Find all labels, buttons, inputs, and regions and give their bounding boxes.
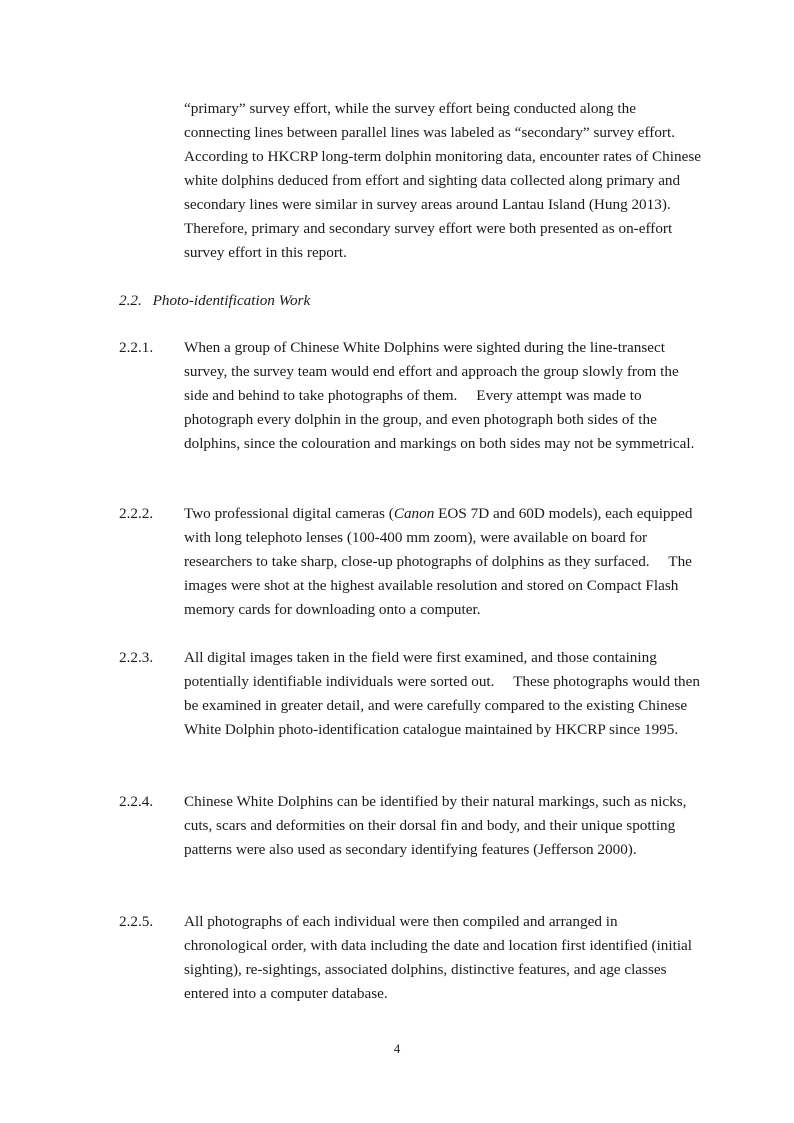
paragraph-number: 2.2.1. — [119, 339, 154, 356]
paragraph-2-2-1 — [119, 336, 709, 456]
section-heading — [119, 289, 310, 313]
page-number: 4 — [393, 1041, 401, 1056]
paragraph-number: 2.2.4. — [119, 793, 154, 810]
paragraph-text-after: EOS 7D and 60D models), each equipped with long telephoto lenses (100-400 mm zoom), were available on board for researchers to take sharp, close-up photographs of dolphins as they surfaced. The images were shot at the highest available resolution and stored on Compact Flash memory cards for downloading onto a computer. — [184, 505, 693, 618]
paragraph-number: 2.2.3. — [119, 649, 154, 666]
section-title: Photo-identification Work — [152, 292, 311, 309]
paragraph-text — [184, 502, 704, 622]
paragraph-number: 2.2.5. — [119, 913, 154, 930]
section-number: 2.2. — [119, 292, 142, 309]
paragraph-text: When a group of Chinese White Dolphins were sighted during the line-transect survey, the survey team would end effort and approach the group slowly from the side and behind to take photographs of them. Every attempt was made to photograph every dolphin in the group, and even photograph both sides of the dolphins, since the colouration and markings on both sides may not be symmetrical. — [184, 339, 695, 452]
paragraph-text: All digital images taken in the field were first examined, and those containing potentially identifiable individuals were sorted out. These photographs would then be examined in greater detail, and were carefully compared to the existing Chinese White Dolphin photo-identification catalogue maintained by HKCRP since 1995. — [184, 649, 700, 738]
paragraph-text: All photographs of each individual were then compiled and arranged in chronological order, with data including the date and location first identified (initial sighting), re-sightings, associated dolphins, distinctive features, and age classes entered into a computer database. — [184, 913, 693, 1002]
paragraph-text-italic: Canon — [393, 505, 435, 522]
paragraph-text: Chinese White Dolphins can be identified by their natural markings, such as nicks, cuts, scars and deformities on their dorsal fin and body, and their unique spotting patterns were also used as secondary identifying features (Jefferson 2000). — [184, 793, 687, 858]
paragraph-2-2-5 — [119, 910, 709, 1006]
paragraph-2-2-2 — [119, 502, 709, 622]
paragraph-2-2-4 — [119, 790, 709, 862]
paragraph-text-before: Two professional digital cameras ( — [184, 505, 394, 522]
intro-paragraph: “primary” survey effort, while the survey effort being conducted along the connecting lines between parallel lines was labeled as “secondary” survey effort. According to HKCRP long-term dolphin monitoring data, encounter rates of Chinese white dolphins deduced from effort and sighting data collected along primary and secondary lines were similar in survey areas around Lantau Island (Hung 2013). Therefore, primary and secondary survey effort were both presented as on-effort survey effort in this report. — [184, 100, 701, 261]
paragraph-number: 2.2.2. — [119, 505, 154, 522]
paragraph-2-2-3 — [119, 646, 709, 742]
